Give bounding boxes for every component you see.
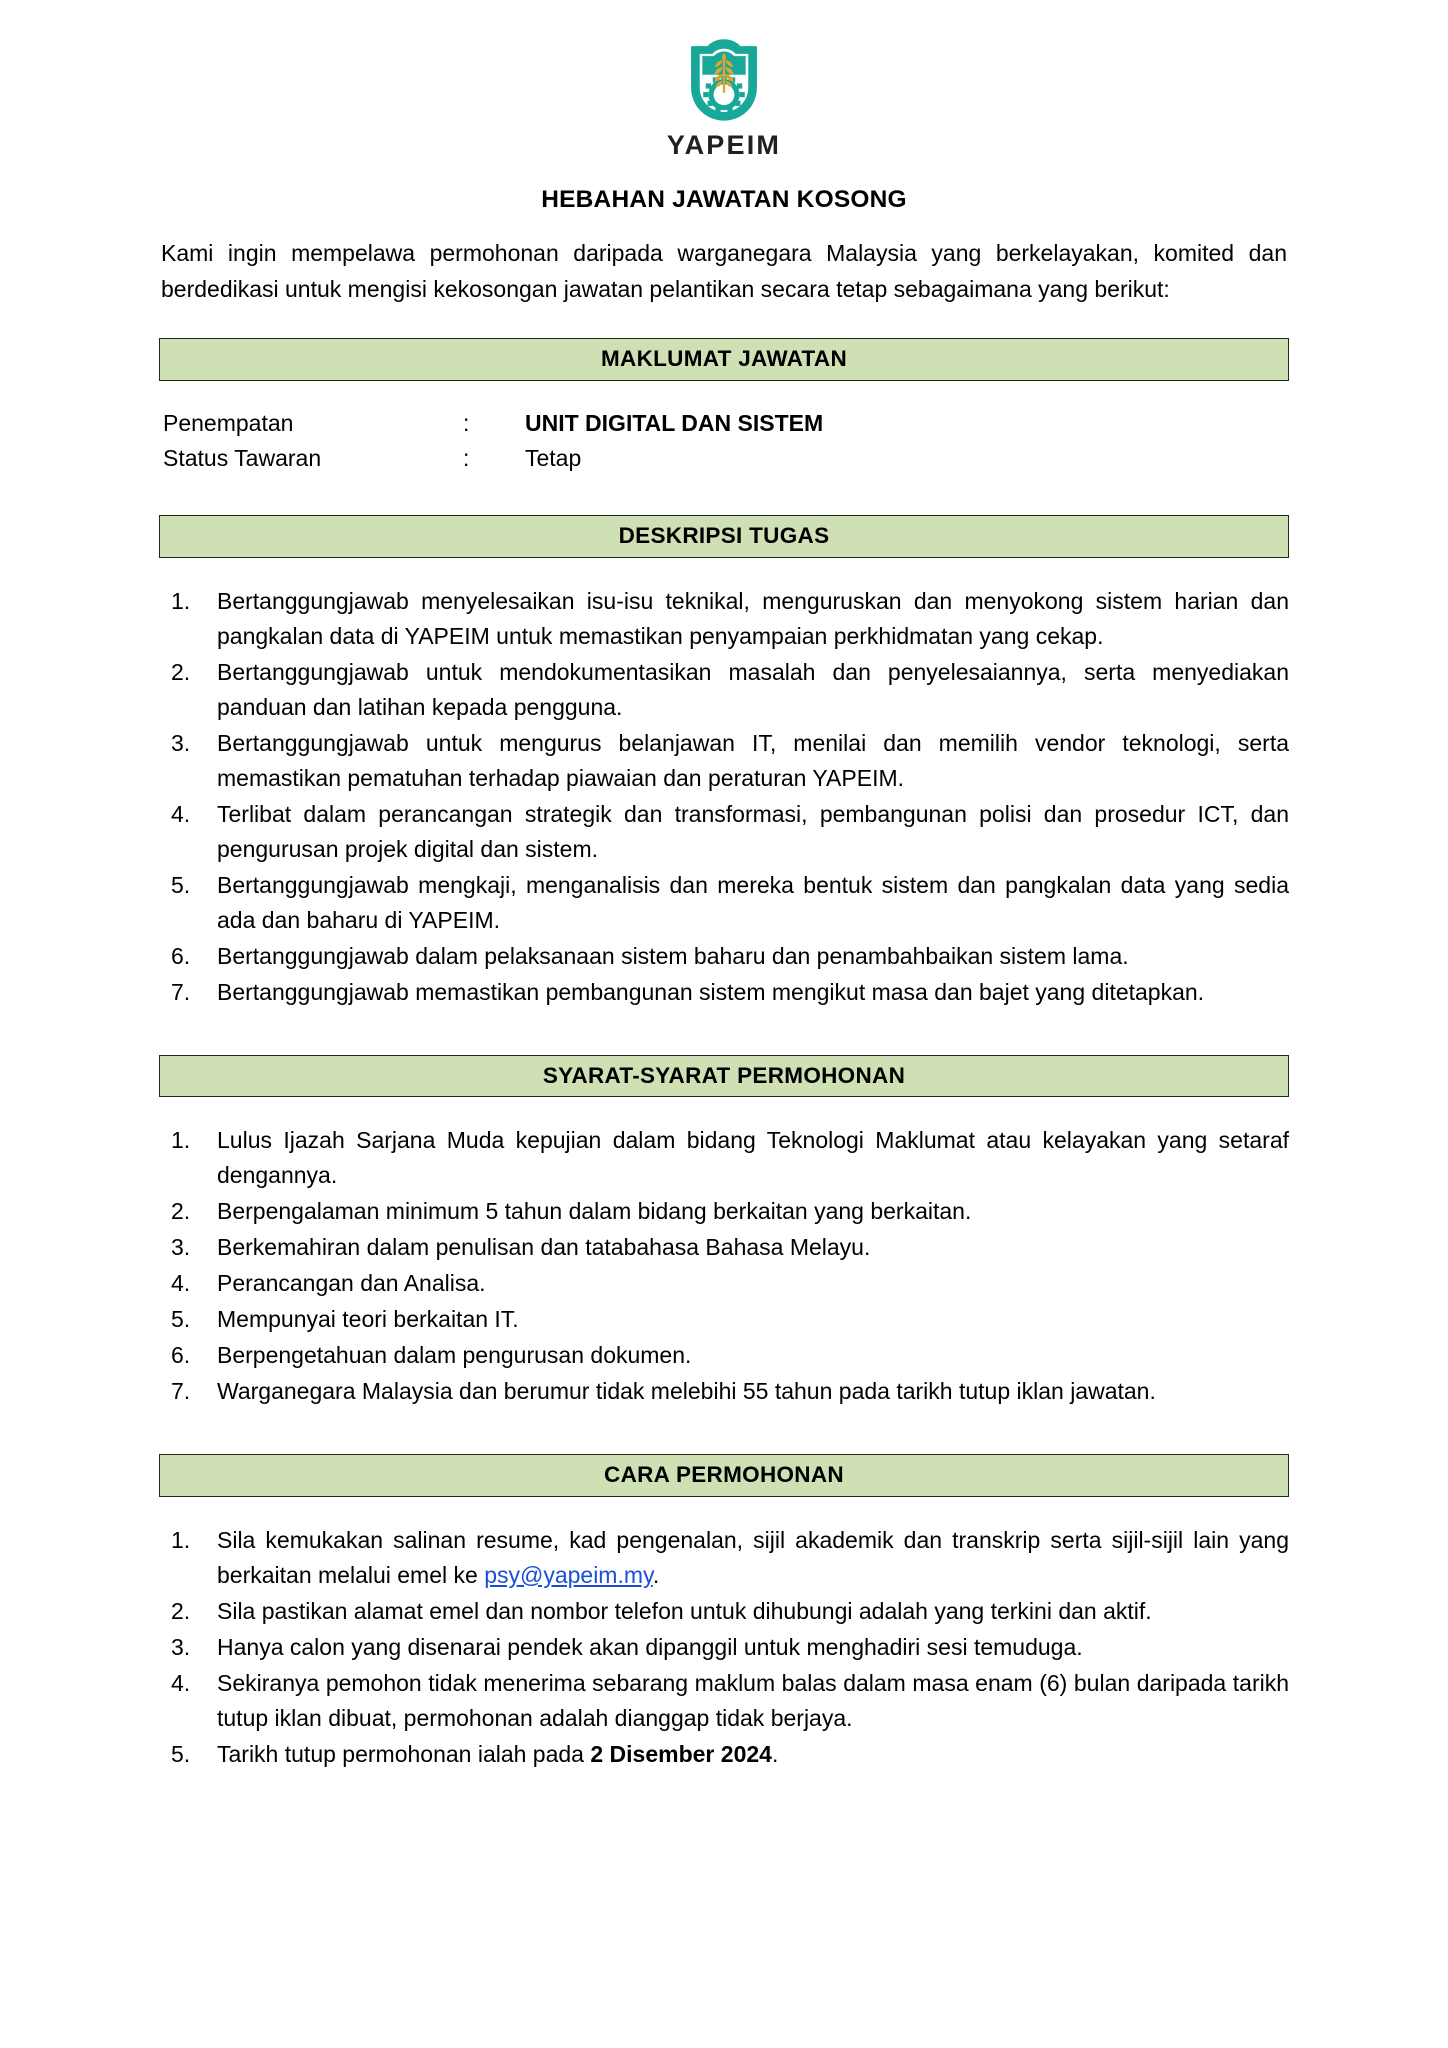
list-number: 1.	[171, 1526, 191, 1553]
list-item	[159, 1194, 1289, 1229]
list-item	[159, 1630, 1289, 1665]
list-number: 3.	[171, 1234, 191, 1261]
field-label-status-tawaran: Status Tawaran	[163, 444, 322, 471]
cara-permohonan-list	[159, 1523, 1289, 1772]
list-number: 6.	[171, 1342, 191, 1369]
field-value-penempatan: UNIT DIGITAL DAN SISTEM	[525, 409, 824, 436]
list-item-text: Lulus Ijazah Sarjana Muda kepujian dalam bidang Teknologi Maklumat atau kelayakan yang setaraf dengannya.	[217, 1127, 1289, 1189]
list-item-text	[217, 1527, 1289, 1588]
email-link[interactable]: psy@yapeim.my	[484, 1561, 653, 1588]
list-item	[159, 1523, 1289, 1593]
job-info-table	[163, 407, 823, 478]
field-label-penempatan: Penempatan	[163, 409, 294, 436]
yapeim-shield-wheat-gear-icon	[672, 34, 776, 138]
list-item-text: Bertanggungjawab dalam pelaksanaan sistem baharu dan penambahbaikan sistem lama.	[217, 942, 1129, 969]
list-item-text: Berpengalaman minimum 5 tahun dalam bidang berkaitan yang berkaitan.	[217, 1198, 972, 1225]
spacer	[159, 477, 1289, 515]
list-item-text: Bertanggungjawab untuk mengurus belanjawan IT, menilai dan memilih vendor teknologi, serta memastikan pematuhan terhadap piawaian dan peraturan YAPEIM.	[217, 729, 1289, 791]
list-item	[159, 868, 1289, 938]
deskripsi-tugas-list	[159, 584, 1289, 1009]
logo-wordmark: YAPEIM	[666, 130, 782, 160]
list-item	[159, 1266, 1289, 1301]
list-item-text: Bertanggungjawab memastikan pembangunan sistem mengikut masa dan bajet yang ditetapkan.	[217, 978, 1205, 1005]
list-item	[159, 1230, 1289, 1265]
list-number: 4.	[171, 800, 191, 827]
list-item	[159, 939, 1289, 974]
list-item-text: Warganegara Malaysia dan berumur tidak melebihi 55 tahun pada tarikh tutup iklan jawatan.	[217, 1378, 1156, 1405]
list-item-text: Berkemahiran dalam penulisan dan tatabahasa Bahasa Melayu.	[217, 1234, 871, 1261]
list-item-text: Sekiranya pemohon tidak menerima sebarang maklum balas dalam masa enam (6) bulan daripada tarikh tutup iklan dibuat, permohonan adalah dianggap tidak berjaya.	[217, 1669, 1289, 1731]
list-item	[159, 1594, 1289, 1629]
item1-text-after: .	[652, 1561, 660, 1588]
list-item	[159, 1123, 1289, 1193]
closing-date: 2 Disember 2024	[590, 1740, 772, 1767]
list-number: 7.	[171, 978, 191, 1005]
list-item	[159, 797, 1289, 867]
document-content	[159, 0, 1289, 1772]
list-item	[159, 584, 1289, 654]
list-number: 4.	[171, 1270, 191, 1297]
list-item	[159, 655, 1289, 725]
list-item	[159, 975, 1289, 1010]
list-number: 5.	[171, 871, 191, 898]
item5-text-after: .	[771, 1740, 779, 1767]
list-item-text: Hanya calon yang disenarai pendek akan dipanggil untuk menghadiri sesi temuduga.	[217, 1633, 1083, 1660]
list-number: 2.	[171, 1597, 191, 1624]
yapeim-logo	[159, 34, 1289, 159]
list-item	[159, 1338, 1289, 1373]
list-number: 6.	[171, 942, 191, 969]
syarat-permohonan-list	[159, 1123, 1289, 1409]
list-number: 5.	[171, 1306, 191, 1333]
field-value-status-tawaran: Tetap	[525, 444, 582, 471]
section-header-syarat-syarat-permohonan: SYARAT-SYARAT PERMOHONAN	[159, 1055, 1289, 1098]
table-row	[163, 407, 823, 442]
list-item	[159, 1302, 1289, 1337]
list-number: 4.	[171, 1669, 191, 1696]
item5-text-before: Tarikh tutup permohonan ialah pada	[217, 1740, 591, 1767]
list-number: 7.	[171, 1378, 191, 1405]
list-item	[159, 1737, 1289, 1772]
list-item	[159, 1374, 1289, 1409]
list-item-text: Bertanggungjawab untuk mendokumentasikan masalah dan penyelesaiannya, serta menyediakan panduan dan latihan kepada pengguna.	[217, 659, 1289, 720]
section-header-deskripsi-tugas: DESKRIPSI TUGAS	[159, 515, 1289, 558]
list-item-text: Terlibat dalam perancangan strategik dan transformasi, pembangunan polisi dan prosedur ICT, dan pengurusan projek digital dan sistem.	[217, 800, 1289, 862]
field-colon: :	[463, 409, 470, 436]
list-item-text: Perancangan dan Analisa.	[217, 1270, 486, 1297]
spacer	[159, 1011, 1289, 1055]
list-item-text: Mempunyai teori berkaitan IT.	[217, 1306, 519, 1333]
list-item-text	[217, 1741, 778, 1767]
list-number: 1.	[171, 1127, 191, 1154]
list-item	[159, 1666, 1289, 1736]
list-number: 3.	[171, 729, 191, 756]
field-colon: :	[463, 444, 470, 471]
spacer	[159, 1410, 1289, 1454]
section-header-cara-permohonan: CARA PERMOHONAN	[159, 1454, 1289, 1497]
list-item-text: Bertanggungjawab mengkaji, menganalisis dan mereka bentuk sistem dan pangkalan data yang sedia ada dan baharu di YAPEIM.	[217, 871, 1289, 933]
list-number: 5.	[171, 1740, 191, 1767]
list-item-text: Bertanggungjawab menyelesaikan isu-isu teknikal, menguruskan dan menyokong sistem harian dan pangkalan data di YAPEIM untuk memastikan penyampaian perkhidmatan yang cekap.	[217, 588, 1289, 650]
list-number: 2.	[171, 1198, 191, 1225]
list-number: 3.	[171, 1633, 191, 1660]
list-item-text: Sila pastikan alamat emel dan nombor telefon untuk dihubungi adalah yang terkini dan aktif.	[217, 1597, 1152, 1624]
list-number: 2.	[171, 659, 191, 686]
list-item	[159, 726, 1289, 796]
page-title: HEBAHAN JAWATAN KOSONG	[541, 186, 907, 213]
section-header-maklumat-jawatan: MAKLUMAT JAWATAN	[159, 338, 1289, 381]
list-number: 1.	[171, 588, 191, 615]
list-item-text: Berpengetahuan dalam pengurusan dokumen.	[217, 1342, 692, 1369]
table-row	[163, 442, 823, 477]
item1-text-before: Sila kemukakan salinan resume, kad pengenalan, sijil akademik dan transkrip serta sijil-sijil lain yang berkaitan melalui emel ke	[217, 1526, 1289, 1588]
intro-paragraph: Kami ingin mempelawa permohonan daripada warganegara Malaysia yang berkelayakan, komited dan berdedikasi untuk mengisi kekosongan jawatan pelantikan secara tetap sebagaimana yang berikut:	[161, 240, 1287, 303]
